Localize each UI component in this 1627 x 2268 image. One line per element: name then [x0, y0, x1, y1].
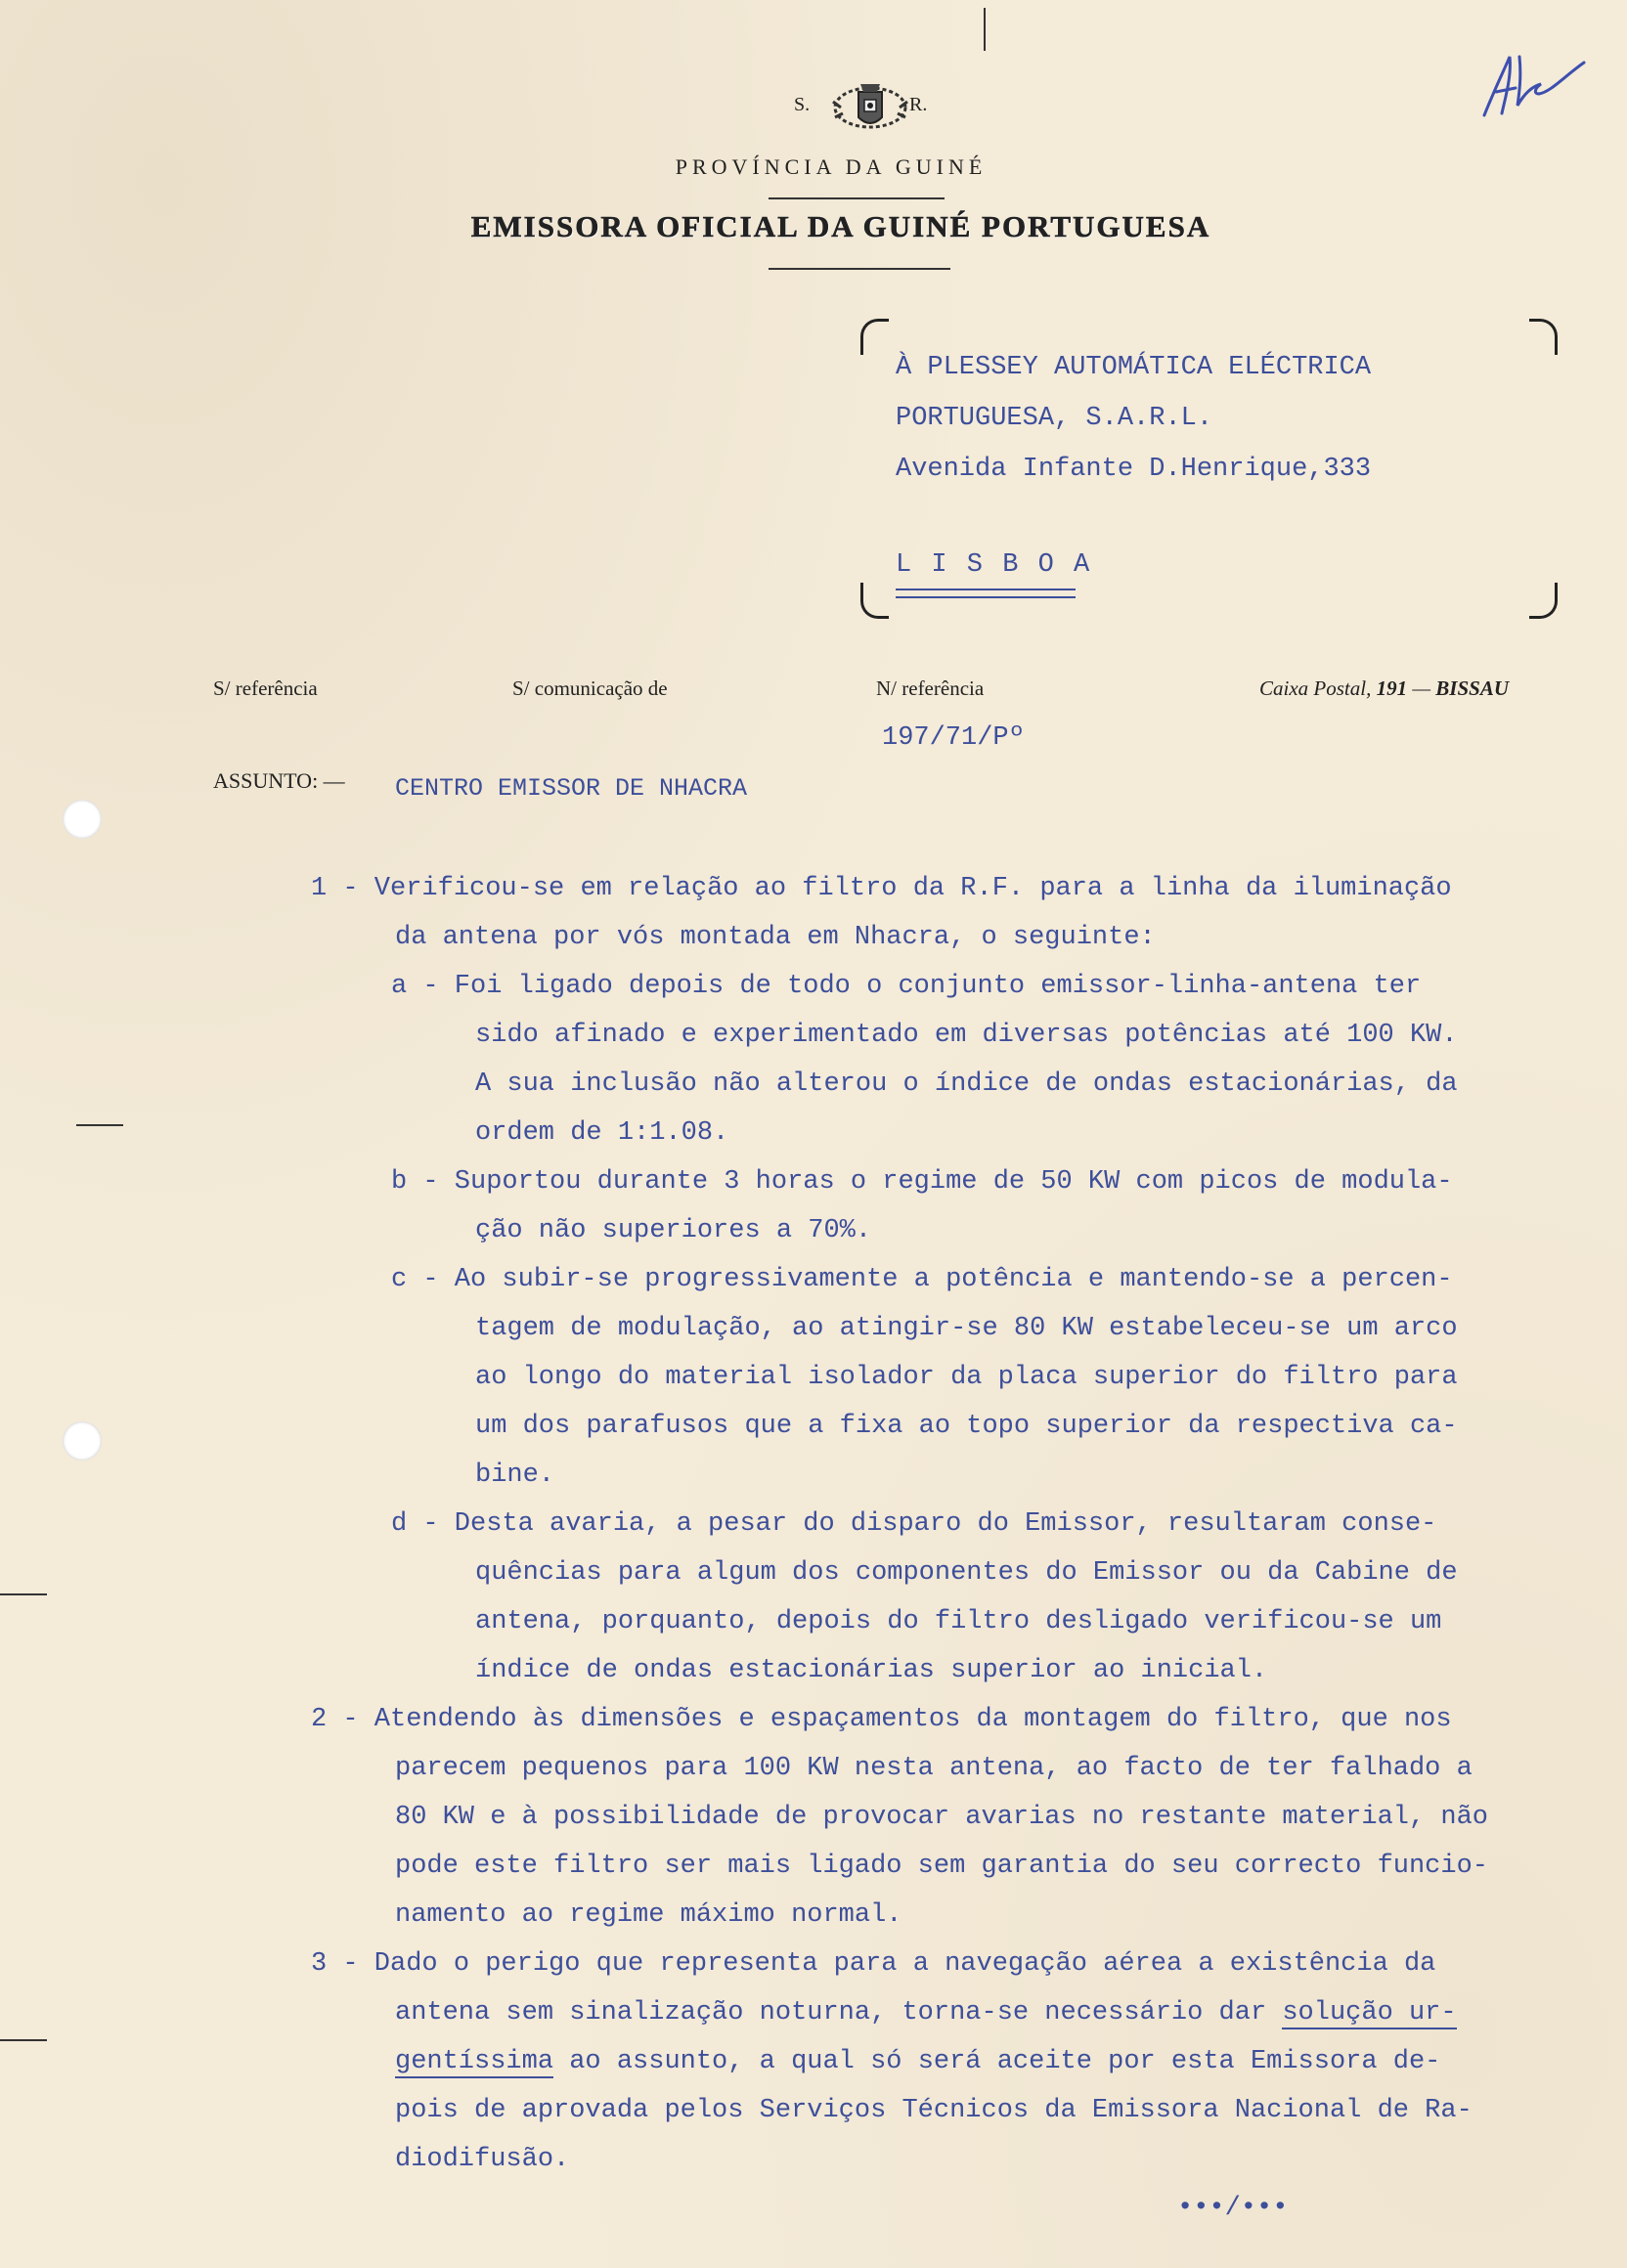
- body-line-25: [395, 2037, 1440, 2086]
- body-line-10: tagem de modulação, ao atingir-se 80 KW estabeleceu-se um arco: [475, 1314, 1458, 1343]
- assunto-value: CENTRO EMISSOR DE NHACRA: [395, 774, 748, 803]
- body-line-5: A sua inclusão não alterou o índice de ondas estacionárias, da: [475, 1069, 1458, 1099]
- caixa-city: BISSAU: [1435, 676, 1509, 700]
- n-referencia-label: N/ referência: [876, 676, 985, 700]
- letterhead-r-mark: R.: [909, 94, 928, 115]
- handwritten-initials: [1476, 37, 1594, 125]
- body-line-8: ção não superiores a 70%.: [475, 1216, 872, 1245]
- body-line-6: ordem de 1:1.08.: [475, 1118, 729, 1148]
- body-line-7: b - Suportou durante 3 horas o regime de 50 KW com picos de modula-: [391, 1167, 1453, 1197]
- body-line-22: namento ao regime máximo normal.: [395, 1900, 902, 1930]
- recipient-city: L I S B O A: [896, 550, 1092, 580]
- assunto-label: ASSUNTO: —: [213, 768, 345, 793]
- body-line-12: um dos parafusos que a fixa ao topo superior da respectiva ca-: [475, 1412, 1458, 1441]
- body-line-26: pois de aprovada pelos Serviços Técnicos da Emissora Nacional de Ra-: [395, 2096, 1473, 2125]
- margin-tick-2: [0, 1593, 47, 1595]
- body-line-13: bine.: [475, 1461, 555, 1490]
- s-referencia-label: S/ referência: [213, 676, 318, 700]
- body-line-9: c - Ao subir-se progressivamente a potência e mantendo-se a percen-: [391, 1265, 1453, 1294]
- body-line-11: ao longo do material isolador da placa superior do filtro para: [475, 1363, 1458, 1392]
- body-line-14: d - Desta avaria, a pesar do disparo do Emissor, resultaram conse-: [391, 1509, 1437, 1539]
- station-name: EMISSORA OFICIAL DA GUINÉ PORTUGUESA: [470, 209, 1211, 243]
- recipient-name-line2: PORTUGUESA, S.A.R.L.: [896, 404, 1213, 433]
- body-line-3: a - Foi ligado depois de todo o conjunto emissor-linha-antena ter: [391, 972, 1422, 1001]
- coat-of-arms-icon: [831, 70, 909, 145]
- address-corner-bottom-left: [860, 583, 889, 619]
- body-line-1: 1 - Verificou-se em relação ao filtro da R.F. para a linha da iluminação: [311, 874, 1452, 903]
- n-referencia-value: 197/71/Pº: [882, 723, 1025, 753]
- recipient-street: Avenida Infante D.Henrique,333: [896, 455, 1372, 484]
- letterhead-divider-bottom: [769, 268, 950, 270]
- margin-tick-1: [76, 1124, 123, 1126]
- body-line-16: antena, porquanto, depois do filtro desligado verificou-se um: [475, 1607, 1442, 1636]
- caixa-prefix: Caixa Postal,: [1259, 676, 1377, 700]
- caixa-number: 191: [1376, 676, 1408, 700]
- address-corner-top-left: [860, 319, 889, 355]
- body-line-4: sido afinado e experimentado em diversas potências até 100 KW.: [475, 1021, 1458, 1050]
- body-line-21: pode este filtro ser mais ligado sem garantia do seu correcto funcio-: [395, 1852, 1488, 1881]
- address-corner-top-right: [1529, 319, 1558, 355]
- province-name: PROVÍNCIA DA GUINÉ: [675, 154, 988, 179]
- recipient-name-line1: À PLESSEY AUTOMÁTICA ELÉCTRICA: [896, 353, 1372, 382]
- address-corner-bottom-right: [1529, 583, 1558, 619]
- letterhead-s-mark: S.: [794, 94, 811, 115]
- body-line-24-text: antena sem sinalização noturna, torna-se necessário dar: [395, 1998, 1283, 2028]
- body-line-27: diodifusão.: [395, 2145, 570, 2174]
- s-comunicacao-label: S/ comunicação de: [512, 676, 668, 700]
- punch-hole-top: [63, 800, 102, 839]
- underlined-phrase-start: solução ur-: [1282, 1998, 1457, 2028]
- body-line-17: índice de ondas estacionárias superior ao inicial.: [475, 1656, 1268, 1685]
- city-underline-2: [896, 596, 1076, 598]
- punch-hole-bottom: [63, 1421, 102, 1461]
- margin-tick-3: [0, 2039, 47, 2041]
- body-line-19: parecem pequenos para 100 KW nesta antena, ao facto de ter falhado a: [395, 1754, 1473, 1783]
- caixa-postal: [1259, 676, 1509, 701]
- body-line-23: 3 - Dado o perigo que representa para a navegação aérea a existência da: [311, 1949, 1436, 1979]
- body-line-24: [395, 1988, 1457, 2037]
- body-line-15: quências para algum dos componentes do Emissor ou da Cabine de: [475, 1558, 1458, 1588]
- body-line-2: da antena por vós montada em Nhacra, o seguinte:: [395, 923, 1156, 952]
- fold-mark: [984, 8, 986, 51]
- caixa-separator: —: [1407, 676, 1436, 700]
- body-line-20: 80 KW e à possibilidade de provocar avarias no restante material, não: [395, 1803, 1488, 1832]
- underlined-phrase-end: gentíssima: [395, 2047, 554, 2076]
- letterhead-divider-top: [769, 197, 945, 199]
- body-line-25-text: ao assunto, a qual só será aceite por esta Emissora de-: [553, 2047, 1441, 2076]
- city-underline-1: [896, 589, 1076, 590]
- body-line-18: 2 - Atendendo às dimensões e espaçamentos da montagem do filtro, que nos: [311, 1705, 1452, 1734]
- continued-mark: •••/•••: [1177, 2194, 1289, 2223]
